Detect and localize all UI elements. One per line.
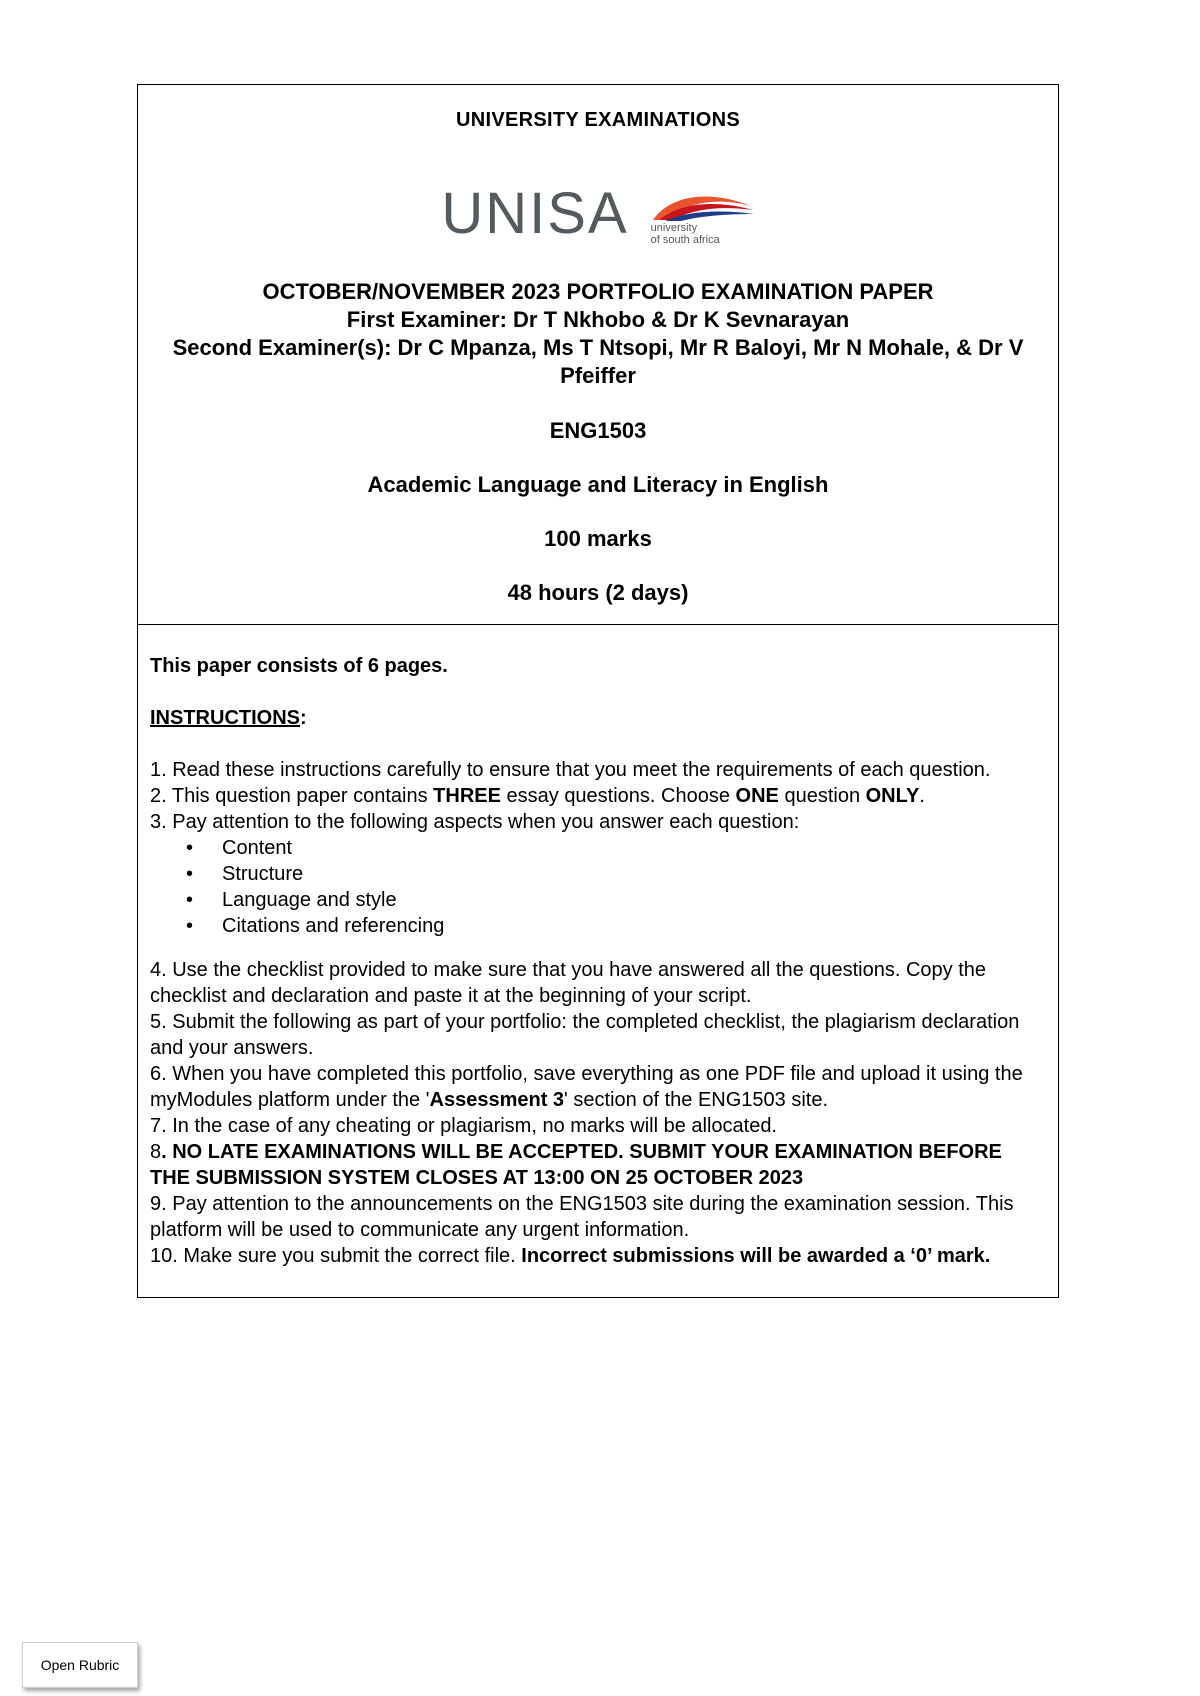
unisa-logo xyxy=(441,180,748,248)
list-item: • Content xyxy=(222,835,1046,861)
second-examiner: Second Examiner(s): Dr C Mpanza, Ms T Ntsopi, Mr R Baloyi, Mr N Mohale, & Dr V Pfeiffer xyxy=(172,335,1024,388)
exam-duration: 48 hours (2 days) xyxy=(507,580,689,605)
instruction-1: 1. Read these instructions carefully to ensure that you meet the requirements of each question. xyxy=(150,759,991,781)
logo-wordmark: UNISA xyxy=(441,181,629,246)
swoosh-icon xyxy=(651,190,755,222)
exam-title-block xyxy=(138,278,1058,390)
instruction-10: 10. Make sure you submit the correct file. Incorrect submissions will be awarded a ‘0’ mark. xyxy=(150,1245,991,1267)
instruction-8: 8. NO LATE EXAMINATIONS WILL BE ACCEPTED. SUBMIT YOUR EXAMINATION BEFORE THE SUBMISSION SYSTEM CLOSES AT 13:00 ON 25 OCTOBER 2023 xyxy=(150,1141,1002,1189)
module-name: Academic Language and Literacy in English xyxy=(367,472,829,497)
open-rubric-button[interactable]: Open Rubric xyxy=(22,1642,138,1688)
first-examiner: First Examiner: Dr T Nkhobo & Dr K Sevnarayan xyxy=(346,307,850,332)
list-item: • Structure xyxy=(222,861,1046,887)
exam-cover-frame xyxy=(137,84,1059,1298)
list-item: • Citations and referencing xyxy=(222,913,1046,939)
instruction-5: 5. Submit the following as part of your portfolio: the completed checklist, the plagiarism declaration and your answers. xyxy=(150,1011,1020,1059)
list-item: • Language and style xyxy=(222,887,1046,913)
instruction-7: 7. In the case of any cheating or plagiarism, no marks will be allocated. xyxy=(150,1115,777,1137)
logo-tagline-2: of south africa xyxy=(650,234,720,246)
instruction-2: 2. This question paper contains THREE essay questions. Choose ONE question ONLY. xyxy=(150,785,925,807)
module-code: ENG1503 xyxy=(549,418,647,443)
total-marks: 100 marks xyxy=(544,526,652,551)
logo-tagline-1: university xyxy=(650,222,698,234)
instructions-heading: INSTRUCTIONS: xyxy=(150,707,307,729)
instruction-3: 3. Pay attention to the following aspects when you answer each question: xyxy=(150,811,800,833)
instruction-6: 6. When you have completed this portfolio, save everything as one PDF file and upload it using the myModules platform under the 'Assessment 3' section of the ENG1503 site. xyxy=(150,1063,1023,1111)
cover-header xyxy=(138,85,1058,625)
university-examinations-heading: UNIVERSITY EXAMINATIONS xyxy=(456,109,740,131)
pages-note: This paper consists of 6 pages. xyxy=(150,655,448,677)
logo-emblem xyxy=(651,182,755,246)
instruction-4: 4. Use the checklist provided to make sure that you have answered all the questions. Copy the checklist and declaration and paste it at the beginning of your script. xyxy=(150,959,987,1007)
instructions-section xyxy=(138,625,1058,1297)
aspects-list xyxy=(150,835,1046,939)
instruction-9: 9. Pay attention to the announcements on the ENG1503 site during the examination session. This platform will be used to communicate any urgent information. xyxy=(150,1193,1014,1241)
paper-title: OCTOBER/NOVEMBER 2023 PORTFOLIO EXAMINATION PAPER xyxy=(262,279,934,304)
